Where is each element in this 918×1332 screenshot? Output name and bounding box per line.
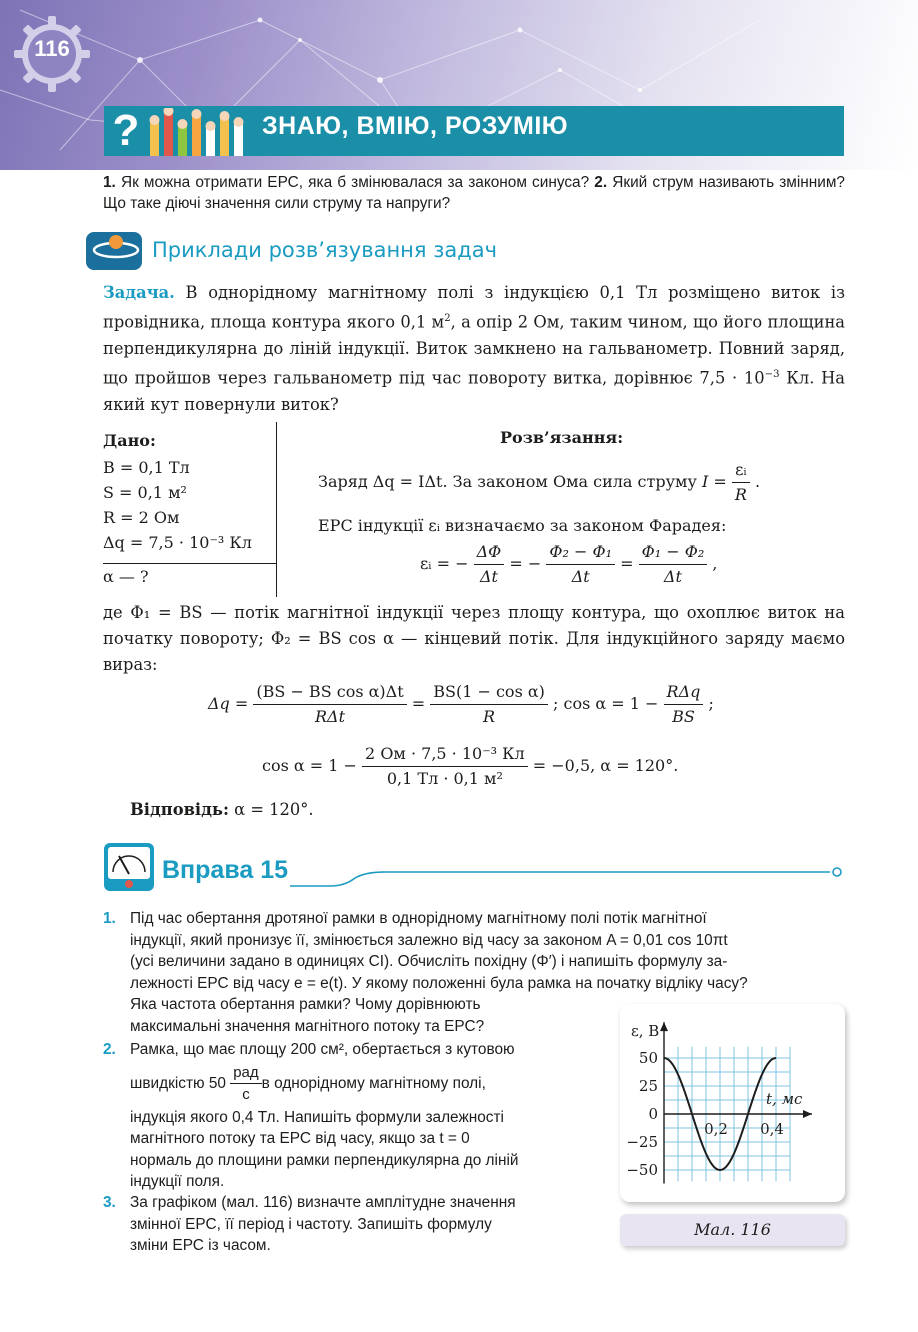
exercise-title: Вправа 15	[162, 856, 289, 884]
exercise-line: Яка частота обертання рамки? Чому дорівнюють	[130, 996, 481, 1014]
given-title: Дано:	[103, 431, 156, 450]
answer	[130, 800, 314, 819]
exercise-line: магнітного потоку та ЕРС від часу, якщо за t = 0	[130, 1130, 470, 1148]
given-b: B = 0,1 Тл	[103, 458, 190, 477]
given-dq: Δq = 7,5 · 10⁻³ Кл	[103, 533, 252, 552]
section-title-know-can-understand: ЗНАЮ, ВМІЮ, РОЗУМІЮ	[262, 112, 569, 140]
problem-text: , а опір 2 Ом, таким чином, що його площина перпендикулярна до ліній індукції. Виток замкнено на гальванометр. Повний заряд, що пройшов через гальванометр під час повороту витка, дорівнює 7,5 · 10	[103, 312, 845, 388]
y-tick-label: 25	[638, 1077, 658, 1095]
question-text: Як можна отримати ЕРС, яка б змінювалася за законом синуса?	[115, 174, 595, 191]
cosine-equation	[262, 742, 678, 791]
y-tick-label: −25	[626, 1133, 658, 1151]
y-axis-arrow-icon	[660, 1022, 668, 1031]
formula-lhs: εᵢ = −	[420, 554, 469, 573]
fraction-numerator: (BS − BS cos α)Δt	[253, 680, 406, 705]
solution-line-1	[318, 458, 760, 507]
given-find: α — ?	[103, 567, 149, 586]
y-axis-label: ε, В	[631, 1022, 660, 1041]
y-tick-label: 50	[638, 1049, 658, 1067]
exercise-line: зміни ЕРС із часом.	[130, 1237, 271, 1255]
solution-title: Розв’язання:	[500, 428, 624, 447]
examples-section-title: Приклади розв’язування задач	[152, 238, 498, 262]
formula-lhs: Δq =	[208, 694, 249, 713]
exercise-line: індукції, який пронизує її, змінюється залежно від часу за законом A = 0,01 cos 10πt	[130, 931, 728, 949]
faraday-equation	[420, 540, 717, 589]
question-number: 1.	[103, 174, 116, 191]
x-tick-label: 0,2	[704, 1120, 728, 1138]
operator: =	[620, 554, 634, 573]
fraction	[230, 1062, 261, 1105]
exercise-line: Під час обертання дротяної рамки в однорідному магнітному полі потік магнітної	[130, 910, 707, 927]
y-tick-label: −50	[626, 1161, 658, 1179]
operator: =	[411, 694, 426, 713]
exercise-item-2	[103, 1039, 603, 1189]
punctuation: ,	[712, 554, 718, 573]
solution-text: Заряд Δq = IΔt. За законом Ома сила струму	[318, 472, 702, 491]
question-text: Який струм називають змінним? Що таке діючі значення сили струму та напруги?	[103, 174, 845, 212]
fraction	[546, 540, 615, 589]
answer-label: Відповідь:	[130, 800, 229, 819]
fraction	[253, 680, 406, 729]
fraction-denominator: Δt	[663, 567, 682, 586]
fraction	[664, 680, 704, 729]
answer-value: α = 120°.	[228, 800, 314, 819]
question-mark-icon: ?	[112, 106, 140, 155]
fraction-numerator: BS(1 − cos α)	[430, 680, 548, 705]
gauge-meter-icon	[103, 842, 155, 892]
given-s: S = 0,1 м²	[103, 483, 187, 502]
problem-statement: Задача. В однорідному магнітному полі з індукцією 0,1 Тл розміщено виток із провідника, площа контура якого 0,1 $м^2$, а опір 2 Ом, таким чином, що його площина перпендикулярна до ліній індукції. Виток замкнено на гальванометр. Повний заряд, що пройшов через гальванометр під час повороту витка, дорівнює $7,5 \cdot 10^{-3}$ Кл. На який кут повернули виток?	[103, 283, 845, 414]
emf-time-chart	[620, 1004, 845, 1202]
fraction-denominator: RΔt	[315, 707, 346, 726]
exercise-text: в однорідному магнітному полі,	[261, 1074, 486, 1092]
given-block	[103, 428, 275, 589]
planet-icon	[86, 228, 142, 272]
x-tick-label: 0,4	[760, 1120, 784, 1138]
fraction	[639, 540, 708, 589]
fraction-denominator: с	[242, 1086, 250, 1104]
operator: ; cos α = 1 −	[553, 694, 659, 713]
exercise-line: максимальні значення магнітного потоку та ЕРС?	[130, 1017, 485, 1035]
formula-rhs: = −0,5, α = 120°.	[532, 756, 679, 775]
fraction-numerator: рад	[230, 1062, 261, 1084]
fraction-denominator: R	[734, 485, 747, 504]
fraction-denominator: 0,1 Тл · 0,1 м²	[386, 769, 503, 788]
given-divider-horizontal	[103, 563, 276, 564]
exercise-text: швидкістю 50	[130, 1074, 226, 1092]
fraction-denominator: Δt	[571, 567, 590, 586]
exercise-item-3	[103, 1192, 603, 1262]
fraction-numerator: Φ₂ − Φ₁	[546, 540, 615, 565]
solution-paragraph: де Φ₁ = BS — потік магнітної індукції через площу контура, що охоплює виток на початку повороту; Φ₂ = BS cos α — кінцевий потік. Для індукційного заряду маємо вираз:	[103, 603, 845, 675]
fraction-numerator: 2 Ом · 7,5 · 10⁻³ Кл	[362, 742, 528, 767]
fraction-numerator: ΔΦ	[474, 540, 505, 565]
fraction	[362, 742, 528, 791]
fraction	[430, 680, 548, 729]
exercise-line: індукції поля.	[130, 1173, 225, 1191]
exercise-number: 3.	[103, 1194, 116, 1211]
fraction-denominator: BS	[672, 707, 695, 726]
exercise-line: нормаль до площини рамки перпендикулярна до ліній	[130, 1151, 519, 1169]
given-divider-vertical	[276, 422, 277, 597]
fraction-denominator: R	[483, 707, 496, 726]
fraction-denominator: Δt	[479, 567, 498, 586]
exercise-line: (усі величини задано в одиницях СІ). Обчисліть похідну (Φ′) і напишіть формулу за-	[130, 953, 728, 971]
exercise-number: 2.	[103, 1041, 116, 1058]
problem-label: Задача.	[103, 283, 175, 302]
figure-caption: Мал. 116	[620, 1214, 845, 1246]
punctuation: ;	[708, 694, 714, 713]
charge-equation	[208, 680, 714, 729]
exercise-title-underline	[290, 866, 850, 890]
exercise-line: Рамка, що має площу 200 см², обертається з кутовою	[130, 1041, 515, 1058]
exercise-line	[130, 1061, 600, 1107]
x-axis-arrow-icon	[803, 1110, 812, 1118]
solution-line-2: ЕРС індукції εᵢ визначаємо за законом Фарадея:	[318, 516, 727, 535]
fraction-numerator: Φ₁ − Φ₂	[639, 540, 708, 565]
exercise-line: індукція якого 0,4 Тл. Напишіть формули залежності	[130, 1108, 504, 1126]
raised-hands-icon	[146, 108, 246, 156]
fraction	[732, 458, 750, 507]
x-axis-label: t, мс	[766, 1090, 803, 1108]
fraction-numerator: RΔq	[664, 680, 704, 705]
problem-text: Кл. На який кут повернули виток?	[103, 368, 845, 414]
question-number: 2.	[594, 174, 608, 191]
fraction	[474, 540, 505, 589]
emf-graph-card	[620, 1004, 845, 1202]
review-questions	[103, 172, 845, 214]
formula-lhs: I =	[701, 472, 727, 491]
exercise-line: За графіком (мал. 116) визначте амплітудне значення	[130, 1194, 516, 1211]
y-tick-label: 0	[648, 1105, 658, 1123]
formula-lhs: cos α = 1 −	[262, 756, 357, 775]
operator: = −	[509, 554, 542, 573]
exercise-number: 1.	[103, 910, 116, 927]
exercise-line: змінної ЕРС, її період і частоту. Запишіть формулу	[130, 1215, 492, 1233]
exercise-line: лежності ЕРС від часу e = e(t). У якому положенні була рамка на початку відліку часу?	[130, 974, 748, 992]
page-number: 116	[34, 36, 70, 61]
fraction-numerator: εᵢ	[732, 458, 750, 483]
given-r: R = 2 Ом	[103, 508, 180, 527]
punctuation: .	[755, 472, 761, 491]
problem-text: В однорідному магнітному полі з індукцією 0,1 Тл розміщено виток із провідника, площа контура якого 0,1 м	[103, 283, 845, 332]
